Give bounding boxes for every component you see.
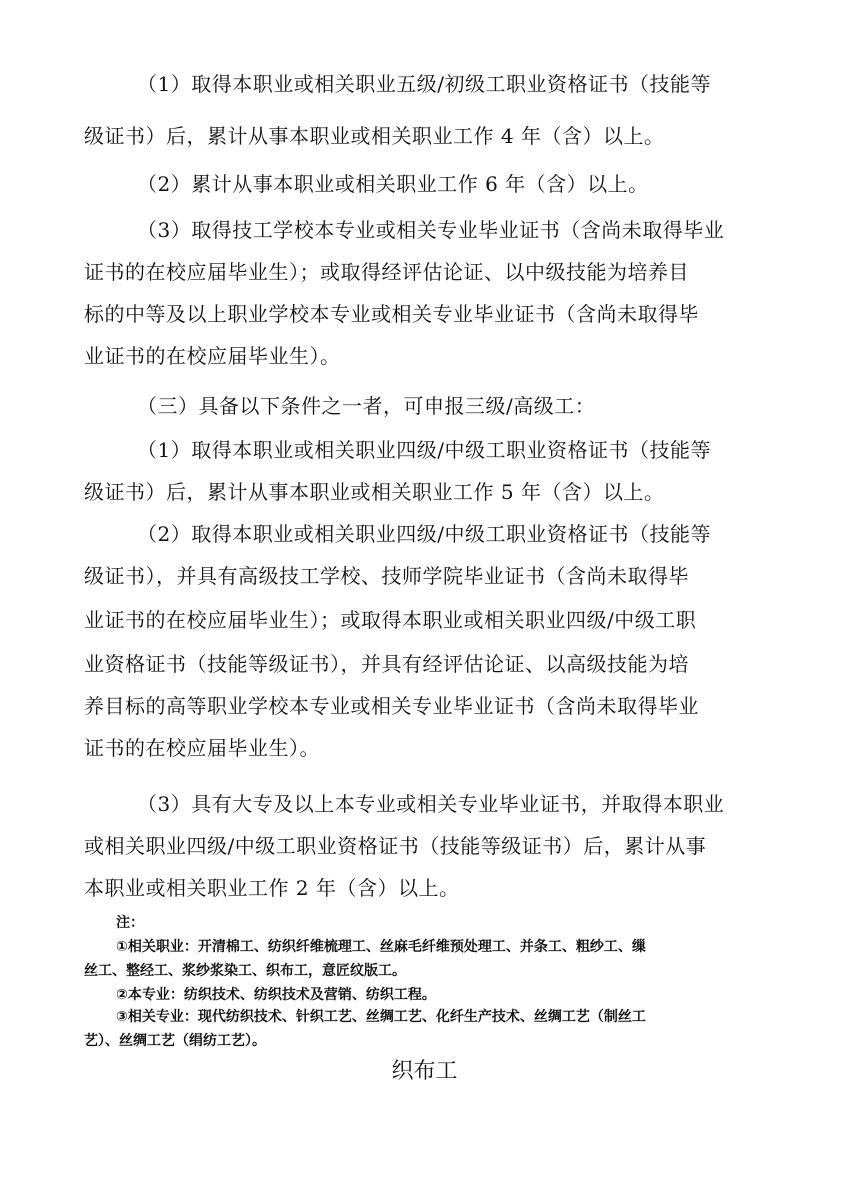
paragraph-5-line-2: 级证书）后，累计从事本职业或相关职业工作 5 年（含）以上。 bbox=[84, 480, 665, 504]
paragraph-3-line-2: 证书的在校应届毕业生）；或取得经评估论证、以中级技能为培养目 bbox=[84, 260, 689, 284]
paragraph-7-line-3: 本职业或相关职业工作 2 年（含）以上。 bbox=[84, 876, 460, 900]
paragraph-2-line-1: （2）累计从事本职业或相关职业工作 6 年（含）以上。 bbox=[137, 172, 649, 196]
notes-title: 注： bbox=[116, 915, 144, 931]
paragraph-3-line-3: 标的中等及以上职业学校本专业或相关专业毕业证书（含尚未取得毕 bbox=[84, 302, 699, 326]
note-3-line-2: 艺）、丝绸工艺（绢纺工艺）。 bbox=[84, 1033, 266, 1049]
paragraph-5-line-1: （1）取得本职业或相关职业四级/中级工职业资格证书（技能等 bbox=[137, 438, 711, 462]
paragraph-6-line-3: 业证书的在校应届毕业生）；或取得本职业或相关职业四级/中级工职 bbox=[84, 608, 697, 632]
paragraph-4-line-1: （三）具备以下条件之一者，可申报三级/高级工： bbox=[137, 394, 596, 418]
paragraph-3-line-1: （3）取得技工学校本专业或相关专业毕业证书（含尚未取得毕业 bbox=[137, 218, 725, 242]
paragraph-1-line-1: （1）取得本职业或相关职业五级/初级工职业资格证书（技能等 bbox=[137, 72, 711, 96]
paragraph-6-line-4: 业资格证书（技能等级证书），并具有经评估论证、以高级技能为培 bbox=[84, 652, 689, 676]
paragraph-7-line-2: 或相关职业四级/中级工职业资格证书（技能等级证书）后，累计从事 bbox=[84, 834, 707, 858]
paragraph-6-line-5: 养目标的高等职业学校本专业或相关专业毕业证书（含尚未取得毕业 bbox=[84, 694, 699, 718]
note-3-line-1: ③相关专业：现代纺织技术、针织工艺、丝绸工艺、化纤生产技术、丝绸工艺（制丝工 bbox=[116, 1009, 646, 1025]
section-heading: 织布工 bbox=[391, 1059, 458, 1084]
paragraph-1-line-2: 级证书）后，累计从事本职业或相关职业工作 4 年（含）以上。 bbox=[84, 124, 665, 148]
paragraph-7-line-1: （3）具有大专及以上本专业或相关专业毕业证书，并取得本职业 bbox=[137, 792, 725, 816]
note-1-line-2: 丝工、整经工、浆纱浆染工、织布工，意匠纹版工。 bbox=[84, 963, 406, 979]
note-2-line-1: ②本专业：纺织技术、纺织技术及营销、纺织工程。 bbox=[116, 987, 436, 1003]
paragraph-6-line-2: 级证书），并具有高级技工学校、技师学院毕业证书（含尚未取得毕 bbox=[84, 564, 689, 588]
paragraph-6-line-6: 证书的在校应届毕业生）。 bbox=[84, 736, 320, 760]
paragraph-6-line-1: （2）取得本职业或相关职业四级/中级工职业资格证书（技能等 bbox=[137, 522, 711, 546]
paragraph-3-line-4: 业证书的在校应届毕业生）。 bbox=[84, 344, 341, 368]
note-1-line-1: ①相关职业：开清棉工、纺织纤维梳理工、丝麻毛纤维预处理工、并条工、粗纱工、缫 bbox=[116, 939, 646, 955]
